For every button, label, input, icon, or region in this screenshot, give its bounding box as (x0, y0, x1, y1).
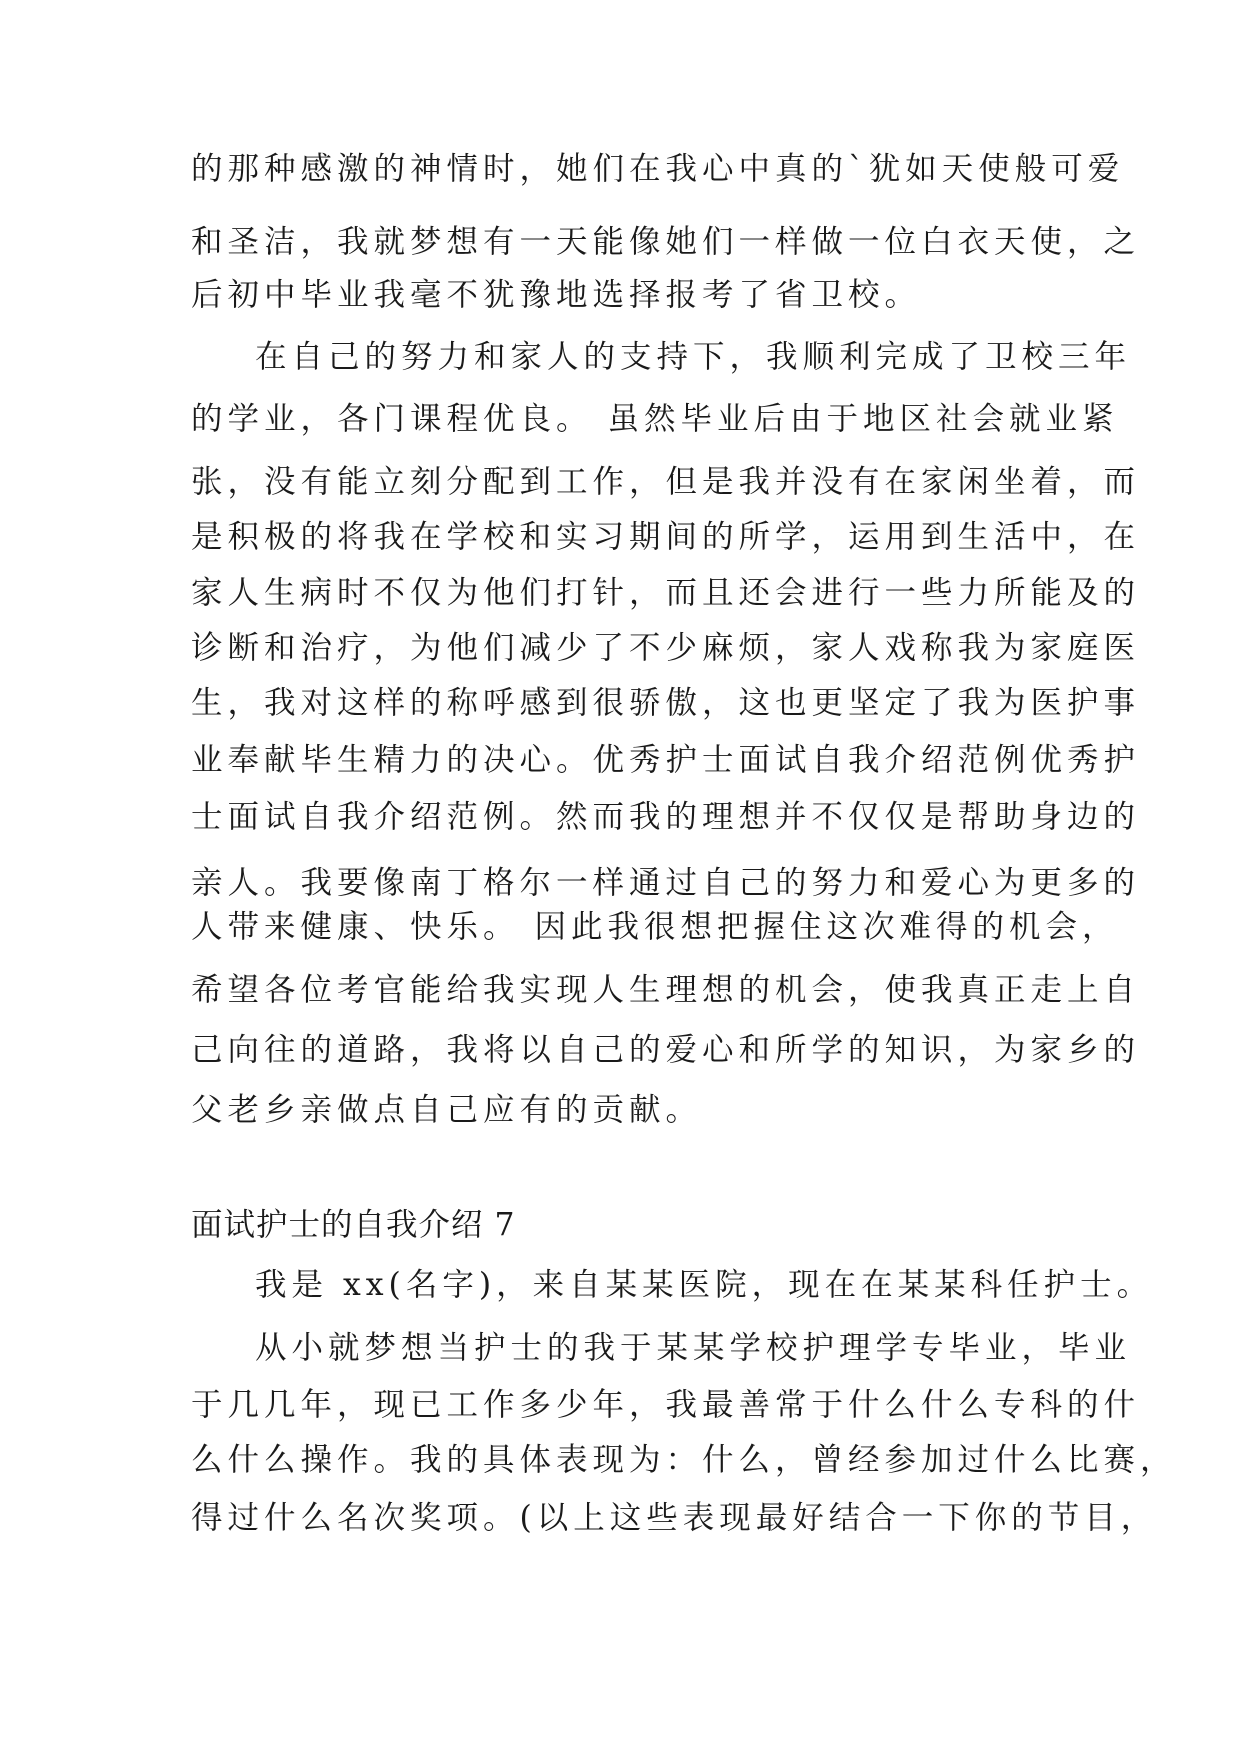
paragraph-line: 希望各位考官能给我实现人生理想的机会，使我真正走上自 (191, 972, 1141, 1008)
paragraph-line: 己向往的道路，我将以自己的爱心和所学的知识，为家乡的 (191, 1032, 1141, 1068)
paragraph-first-line: 从小就梦想当护士的我于某某学校护理学专毕业，毕业 (255, 1330, 1132, 1366)
paragraph-line: 亲人。我要像南丁格尔一样通过自己的努力和爱心为更多的 (191, 865, 1141, 901)
paragraph-line: 后初中毕业我毫不犹豫地选择报考了省卫校。 (191, 277, 922, 313)
paragraph-first-line: 我是 xx(名字)，来自某某医院，现在在某某科任护士。 (255, 1267, 1154, 1303)
section-heading: 面试护士的自我介绍 7 (191, 1207, 516, 1243)
paragraph-line: 人带来健康、快乐。 因此我很想把握住这次难得的机会， (191, 909, 1119, 945)
paragraph-line: 得过什么名次奖项。(以上这些表现最好结合一下你的节目， (191, 1500, 1158, 1536)
paragraph-line: 生，我对这样的称呼感到很骄傲，这也更坚定了我为医护事 (191, 685, 1141, 721)
paragraph-line: 父老乡亲做点自己应有的贡献。 (191, 1092, 703, 1128)
paragraph-line: 的学业，各门课程优良。 虽然毕业后由于地区社会就业紧 (191, 401, 1119, 437)
paragraph-first-line: 在自己的努力和家人的支持下，我顺利完成了卫校三年 (255, 339, 1132, 375)
paragraph-line: 张，没有能立刻分配到工作，但是我并没有在家闲坐着，而 (191, 464, 1141, 500)
paragraph-line: 和圣洁，我就梦想有一天能像她们一样做一位白衣天使，之 (191, 224, 1141, 260)
paragraph-line: 业奉献毕生精力的决心。优秀护士面试自我介绍范例优秀护 (191, 742, 1141, 778)
paragraph-line: 诊断和治疗，为他们减少了不少麻烦，家人戏称我为家庭医 (191, 630, 1141, 666)
paragraph-line: 是积极的将我在学校和实习期间的所学，运用到生活中，在 (191, 519, 1141, 555)
paragraph-line: 于几几年，现已工作多少年，我最善常于什么什么专科的什 (191, 1387, 1141, 1423)
paragraph-line: 么什么操作。我的具体表现为：什么，曾经参加过什么比赛， (191, 1442, 1177, 1478)
paragraph-line: 的那种感激的神情时，她们在我心中真的`犹如天使般可爱 (191, 151, 1125, 187)
paragraph-line: 家人生病时不仅为他们打针，而且还会进行一些力所能及的 (191, 575, 1141, 611)
paragraph-line: 士面试自我介绍范例。然而我的理想并不仅仅是帮助身边的 (191, 799, 1141, 835)
